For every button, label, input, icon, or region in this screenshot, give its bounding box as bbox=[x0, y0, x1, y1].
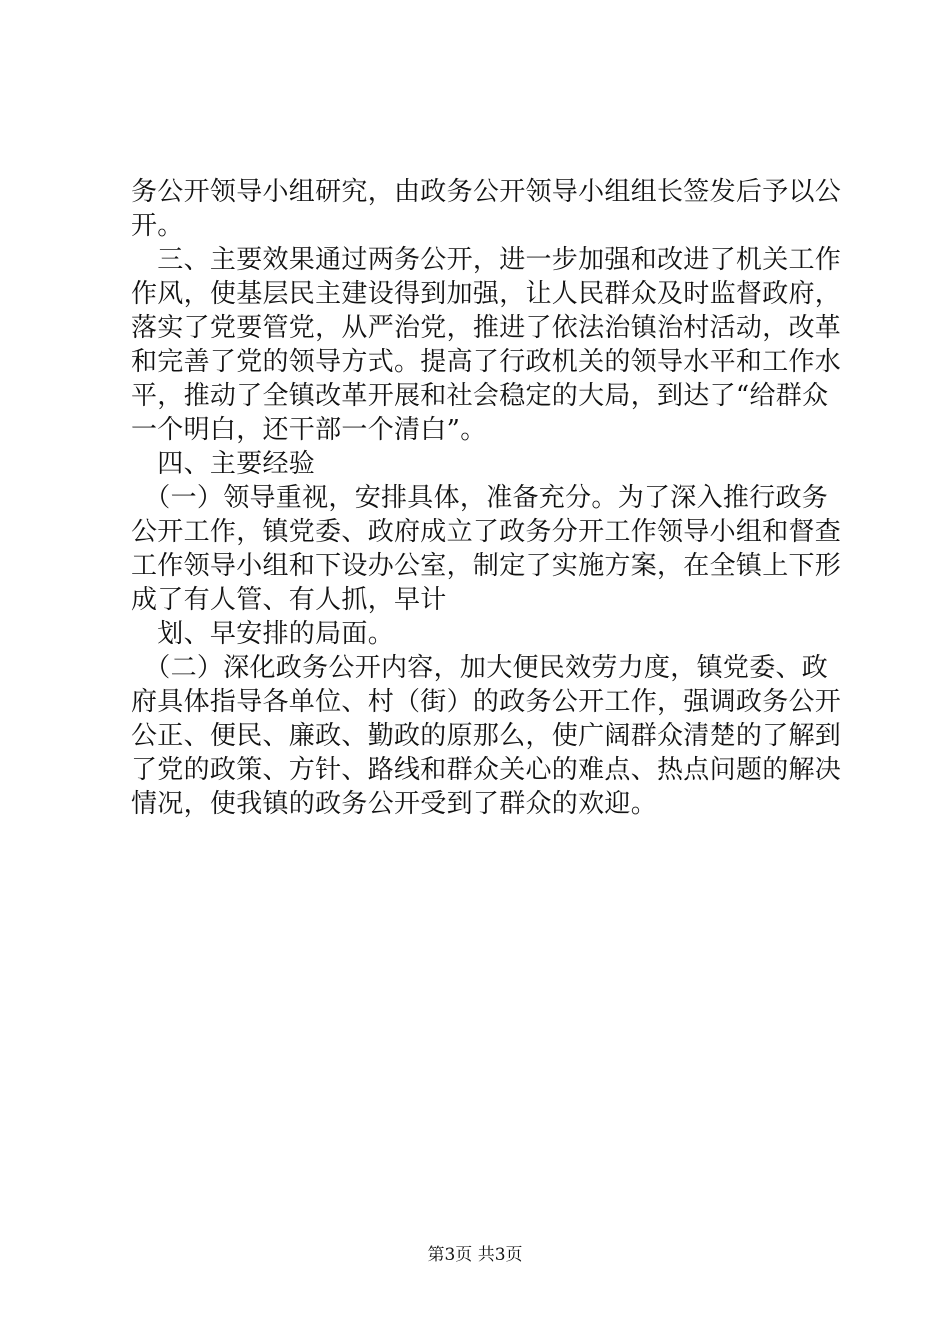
text-line: 公正、便民、廉政、勤政的原那么，使广阔群众清楚的了解到 bbox=[131, 721, 842, 751]
text-line: 了党的政策、方针、路线和群众关心的难点、热点问题的解决 bbox=[131, 755, 842, 785]
text-line: （二）深化政务公开内容，加大便民效劳力度，镇党委、政 bbox=[131, 653, 829, 683]
text-line: 落实了党要管党，从严治党，推进了依法治镇治村活动，改革 bbox=[131, 313, 842, 343]
text-line: 公开工作，镇党委、政府成立了政务分开工作领导小组和督查 bbox=[131, 517, 842, 547]
text-line: 一个明白，还干部一个清白”。 bbox=[131, 415, 487, 445]
text-line: 平，推动了全镇改革开展和社会稳定的大局，到达了“给群众 bbox=[131, 381, 829, 411]
text-line: 划、早安排的局面。 bbox=[131, 619, 395, 649]
page-footer bbox=[0, 1244, 950, 1266]
text-line: 务公开领导小组研究，由政务公开领导小组组长签发后予以公 bbox=[131, 177, 842, 207]
text-line: 情况，使我镇的政务公开受到了群众的欢迎。 bbox=[131, 789, 658, 819]
text-line: 作风，使基层民主建设得到加强，让人民群众及时监督政府， bbox=[131, 279, 842, 309]
text-line: 和完善了党的领导方式。提高了行政机关的领导水平和工作水 bbox=[131, 347, 842, 377]
page-number: 第3页 共3页 bbox=[427, 1245, 523, 1265]
text-line: 府具体指导各单位、村（街）的政务公开工作，强调政务公开 bbox=[131, 687, 842, 717]
text-line: 成了有人管、有人抓，早计 bbox=[131, 585, 447, 615]
text-line: （一）领导重视，安排具体，准备充分。为了深入推行政务 bbox=[131, 483, 829, 513]
text-line: 开。 bbox=[131, 211, 184, 241]
section-heading: 四、主要经验 bbox=[131, 449, 316, 479]
text-line: 三、主要效果通过两务公开，进一步加强和改进了机关工作 bbox=[131, 245, 842, 275]
text-line: 工作领导小组和下设办公室，制定了实施方案，在全镇上下形 bbox=[131, 551, 842, 581]
